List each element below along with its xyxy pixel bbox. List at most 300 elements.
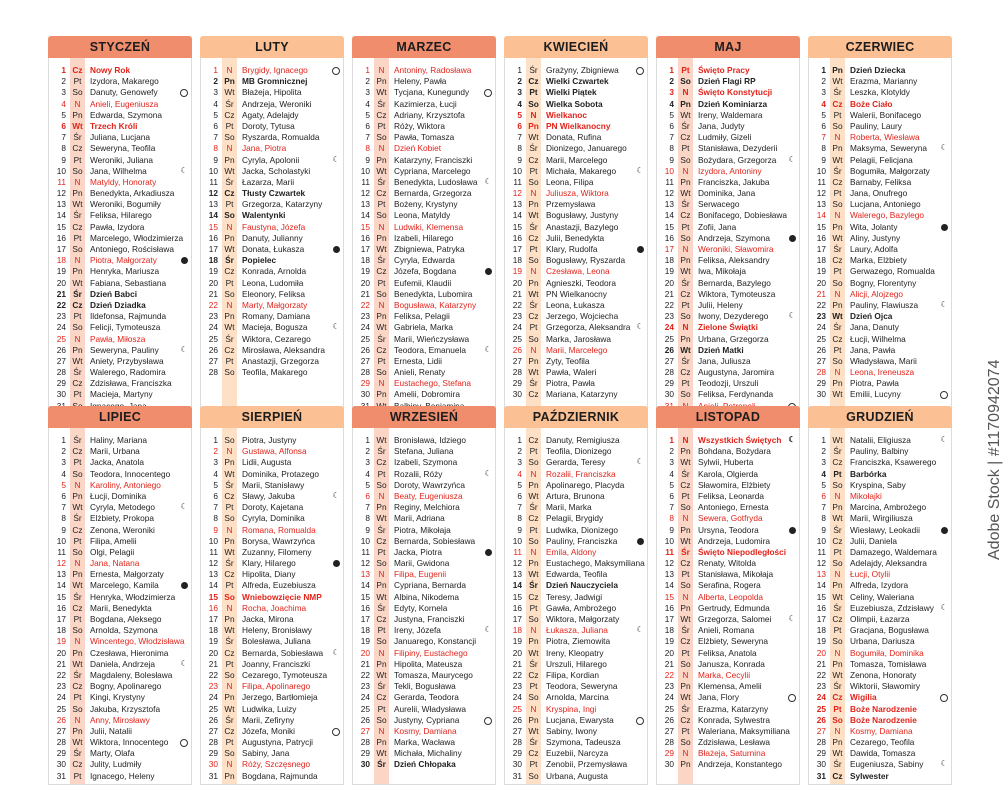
month-days	[808, 428, 952, 785]
day-number: 9	[669, 154, 674, 165]
name-day: Zielone Świątki	[698, 322, 758, 333]
name-day: Bonifacego, Dobiesława	[698, 210, 788, 221]
day-row	[353, 491, 495, 502]
weekday: So	[376, 636, 387, 647]
name-day: Michała, Makarego	[546, 165, 617, 176]
day-number: 19	[360, 266, 370, 277]
name-day: Julii, Daniela	[850, 535, 898, 546]
quarter-moon-icon: ☾	[484, 176, 492, 186]
weekday: Pn	[376, 658, 387, 669]
day-number: 10	[816, 165, 826, 176]
name-day: Marii, Marka	[546, 502, 592, 513]
weekday: Wt	[376, 87, 387, 98]
weekday: Pn	[680, 255, 691, 266]
name-day: Jerzego, Wojciecha	[546, 311, 619, 322]
day-row	[353, 659, 495, 670]
weekday: Pn	[832, 143, 843, 154]
weekday: So	[72, 703, 83, 714]
weekday: So	[528, 333, 539, 344]
name-day: Ireny, Kleopatry	[546, 647, 604, 658]
name-day: Zofii, Jana	[698, 221, 737, 232]
name-day: Alfreda, Izydora	[850, 580, 909, 591]
name-day: Serwacego	[698, 199, 740, 210]
day-number: 16	[512, 602, 522, 613]
weekday: Cz	[832, 333, 843, 344]
weekday: Cz	[376, 535, 387, 546]
day-row	[657, 233, 799, 244]
name-day: Katarzyny, Franciszki	[394, 154, 473, 165]
name-day: Emila, Aldony	[546, 546, 597, 557]
weekday: Śr	[833, 244, 842, 254]
day-number: 22	[816, 669, 826, 680]
quarter-moon-icon: ☾	[332, 490, 340, 500]
weekday: Cz	[72, 602, 83, 613]
full-moon-icon	[789, 527, 796, 534]
day-number: 16	[816, 232, 826, 243]
name-day: Stanisława, Mikołaja	[698, 569, 774, 580]
day-row	[657, 748, 799, 759]
day-row	[505, 502, 647, 513]
name-day: Sławomira, Elżbiety	[698, 479, 771, 490]
day-number: 17	[360, 614, 370, 624]
name-day: Bogumiła, Dominika	[850, 647, 924, 658]
day-number: 11	[817, 176, 826, 187]
weekday: Pt	[225, 658, 234, 669]
day-number: 8	[517, 513, 522, 524]
day-row	[505, 345, 647, 356]
day-number: 21	[360, 288, 370, 299]
day-number: 3	[213, 87, 218, 98]
day-row	[809, 670, 951, 681]
weekday: So	[680, 737, 691, 748]
weekday: N	[226, 143, 233, 154]
month-days	[504, 428, 648, 785]
day-row	[49, 132, 191, 143]
day-number: 29	[56, 378, 66, 389]
day-row	[49, 110, 191, 121]
weekday: Śr	[529, 737, 538, 748]
weekday: Pn	[680, 446, 691, 457]
day-number: 6	[517, 490, 522, 501]
weekday: Pn	[224, 154, 235, 165]
day-number: 2	[517, 446, 522, 457]
day-row	[657, 692, 799, 703]
day-row	[201, 748, 343, 759]
name-day: Szymona, Tadeusza	[546, 737, 621, 748]
day-row	[809, 244, 951, 255]
name-day: Fabiana, Sebastiana	[90, 277, 167, 288]
name-day: Jacka, Scholastyki	[242, 165, 311, 176]
name-day: Wielka Sobota	[546, 98, 603, 109]
day-row	[201, 659, 343, 670]
name-day: Bernarda, Sobiesława	[242, 647, 324, 658]
day-number: 5	[213, 479, 218, 490]
name-day: Danuty, Genowefy	[90, 87, 158, 98]
name-day: Barbórka	[850, 468, 887, 479]
day-row	[353, 87, 495, 98]
day-number: 28	[56, 737, 66, 748]
day-row	[657, 569, 799, 580]
name-day: Piotra, Ziemowita	[546, 636, 611, 647]
day-row	[657, 704, 799, 715]
name-day: Roberta, Wiesława	[850, 132, 920, 143]
day-number: 29	[360, 748, 370, 759]
day-number: 23	[816, 311, 826, 322]
name-day: Piotra, Pawła	[850, 378, 899, 389]
weekday: Wt	[376, 435, 387, 445]
name-day: Eustachego, Stefana	[394, 378, 472, 389]
day-number: 8	[213, 143, 218, 154]
name-day: Julity, Ludmiły	[90, 759, 142, 770]
weekday: N	[378, 490, 385, 501]
day-number: 10	[512, 535, 522, 546]
name-day: Święto Pracy	[698, 65, 750, 75]
weekday: Cz	[680, 479, 691, 490]
weekday: Śr	[377, 524, 386, 535]
name-day: Rozalii, Róży	[394, 468, 443, 479]
weekday: Śr	[377, 602, 386, 613]
day-row	[49, 603, 191, 614]
day-number: 3	[821, 457, 826, 468]
name-day: Agaty, Adelajdy	[242, 109, 299, 120]
day-number: 4	[365, 98, 370, 109]
day-number: 30	[664, 389, 674, 400]
day-row	[201, 87, 343, 98]
name-day: Czesława, Leona	[546, 266, 610, 277]
name-day: Dzień Babci	[90, 288, 138, 299]
day-row	[49, 491, 191, 502]
day-row	[201, 759, 343, 770]
name-day: Gertrudy, Edmunda	[698, 602, 770, 613]
day-row	[505, 356, 647, 367]
day-row	[49, 547, 191, 558]
weekday: Wt	[680, 188, 691, 199]
new-moon-icon	[180, 739, 188, 747]
day-number: 18	[208, 255, 218, 266]
day-number: 7	[821, 502, 826, 513]
day-number: 11	[513, 546, 522, 557]
day-number: 20	[360, 277, 370, 288]
name-day: Urbana, Grzegorza	[698, 333, 769, 344]
day-row	[201, 469, 343, 480]
day-row	[809, 636, 951, 647]
day-row	[505, 99, 647, 110]
name-day: Celiny, Waleriana	[850, 591, 915, 602]
weekday: N	[682, 513, 689, 524]
weekday: N	[378, 65, 385, 75]
day-number: 1	[669, 435, 674, 445]
name-day: Marii, Wieńczysława	[394, 333, 470, 344]
day-number: 20	[56, 277, 66, 288]
day-row	[505, 266, 647, 277]
name-day: Andrzeja, Ludomira	[698, 535, 770, 546]
weekday: Cz	[72, 759, 83, 770]
weekday: Pt	[73, 232, 82, 243]
day-row	[657, 188, 799, 199]
name-day: Marii, Marcelego	[546, 344, 608, 355]
day-row	[505, 580, 647, 591]
weekday: Wt	[528, 210, 539, 221]
weekday: Pn	[832, 737, 843, 748]
day-row	[49, 177, 191, 188]
name-day: Zenona, Honoraty	[850, 669, 917, 680]
day-number: 29	[816, 748, 826, 759]
name-day: Wszystkich Świętych	[698, 435, 782, 445]
name-day: Doroty, Tytusa	[242, 120, 295, 131]
day-row	[49, 715, 191, 726]
name-day: Klary, Rudolfa	[546, 244, 598, 254]
day-number: 16	[360, 602, 370, 613]
day-row	[809, 177, 951, 188]
weekday: N	[834, 725, 841, 736]
weekday: Pt	[225, 199, 234, 210]
day-number: 8	[669, 143, 674, 154]
weekday: N	[74, 255, 81, 266]
day-number: 12	[360, 188, 370, 199]
weekday: N	[378, 221, 385, 232]
day-number: 11	[361, 546, 370, 557]
day-number: 10	[56, 165, 66, 176]
weekday: So	[224, 591, 235, 602]
weekday: Pn	[72, 109, 83, 120]
day-row	[505, 334, 647, 345]
name-day: Jana, Danuty	[850, 322, 899, 333]
name-day: Zenona, Weroniki	[90, 524, 155, 535]
name-day: Ludwika, Dionizego	[546, 524, 618, 535]
quarter-moon-icon: ☾	[484, 468, 492, 478]
month-3	[352, 36, 496, 415]
name-day: Apolinarego, Placyda	[546, 479, 625, 490]
weekday: Pn	[832, 378, 843, 389]
weekday: So	[528, 770, 539, 781]
day-row	[353, 748, 495, 759]
day-number: 1	[517, 65, 522, 75]
weekday: Pn	[224, 770, 235, 781]
day-number: 26	[816, 714, 826, 725]
day-row	[505, 513, 647, 524]
day-row	[505, 289, 647, 300]
name-day: Ryszarda, Romualda	[242, 132, 320, 143]
day-number: 8	[365, 513, 370, 524]
name-day: Kazimierza, Łucji	[394, 98, 457, 109]
weekday: So	[832, 355, 843, 366]
weekday: Pn	[376, 154, 387, 165]
name-day: Benedykta, Lubomira	[394, 288, 473, 299]
new-moon-icon	[940, 391, 948, 399]
day-row	[809, 715, 951, 726]
weekday: Pt	[529, 524, 538, 535]
weekday: Cz	[680, 367, 691, 378]
weekday: N	[834, 288, 841, 299]
day-row	[201, 580, 343, 591]
day-number: 3	[669, 87, 674, 98]
name-day: Zdzisława, Lesława	[698, 737, 770, 748]
name-day: Antoniny, Radosława	[394, 65, 472, 75]
day-number: 19	[208, 266, 218, 277]
name-day: Józefa, Moniki	[242, 725, 296, 736]
day-number: 5	[517, 109, 522, 120]
quarter-moon-icon: ☾	[636, 165, 644, 175]
name-day: Jana, Natana	[90, 558, 140, 569]
day-number: 21	[816, 288, 826, 299]
name-day: Cyryla, Apolonii	[242, 154, 300, 165]
day-number: 17	[56, 614, 66, 624]
name-day: Łazarza, Marii	[242, 176, 295, 187]
weekday: Wt	[376, 165, 387, 176]
name-day: Haliny, Mariana	[90, 435, 148, 445]
day-row	[201, 603, 343, 614]
name-day: Tomasza, Maurycego	[394, 669, 473, 680]
weekday: Pn	[376, 502, 387, 513]
weekday: Pn	[832, 502, 843, 513]
day-number: 9	[821, 154, 826, 165]
weekday: So	[832, 479, 843, 490]
day-row	[505, 737, 647, 748]
day-number: 23	[664, 311, 674, 322]
day-row	[201, 110, 343, 121]
weekday: Wt	[832, 311, 843, 322]
day-row	[505, 65, 647, 76]
name-day: Stanisława, Dezyderii	[698, 143, 778, 154]
name-day: Jana, Pawła	[850, 344, 896, 355]
day-number: 17	[208, 244, 218, 254]
day-row	[49, 592, 191, 603]
day-number: 10	[56, 535, 66, 546]
weekday: Cz	[528, 513, 539, 524]
day-number: 25	[360, 333, 370, 344]
day-row	[657, 132, 799, 143]
name-day: Daniela, Andrzeja	[90, 658, 156, 669]
full-moon-icon	[941, 527, 948, 534]
name-day: Renaty, Witolda	[698, 558, 756, 569]
day-row	[809, 222, 951, 233]
name-day: Popielec	[242, 255, 277, 266]
name-day: Wniebowzięcie NMP	[242, 591, 322, 602]
day-row	[505, 110, 647, 121]
quarter-moon-icon: ☾	[332, 322, 340, 332]
day-number: 1	[821, 435, 826, 445]
name-day: Ildefonsa, Rajmunda	[90, 311, 167, 322]
month-days	[808, 58, 952, 415]
day-number: 4	[213, 468, 218, 479]
day-number: 31	[208, 770, 218, 781]
weekday: Śr	[681, 546, 690, 557]
day-row	[809, 76, 951, 87]
day-number: 25	[208, 703, 218, 714]
day-number: 24	[512, 692, 522, 703]
weekday: Pt	[377, 277, 386, 288]
weekday: N	[682, 435, 689, 445]
day-row	[49, 389, 191, 400]
day-number: 9	[61, 524, 66, 535]
name-day: Anieli, Eugeniusza	[90, 98, 159, 109]
name-day: Julii, Natalii	[90, 725, 132, 736]
weekday: N	[226, 524, 233, 535]
weekday: Pt	[833, 703, 842, 714]
name-day: Piotra, Justyny	[242, 435, 297, 445]
weekday: Cz	[528, 591, 539, 602]
day-number: 5	[517, 479, 522, 490]
weekday: Pn	[376, 232, 387, 243]
day-row	[809, 289, 951, 300]
day-number: 4	[821, 468, 826, 479]
name-day: Feliksa, Hilarego	[90, 210, 152, 221]
day-row	[657, 255, 799, 266]
weekday: Śr	[681, 277, 690, 288]
day-number: 20	[816, 277, 826, 288]
day-number: 26	[664, 344, 674, 355]
name-day: Waleriana, Maksymiliana	[698, 725, 790, 736]
weekday: Śr	[681, 355, 690, 366]
day-row	[353, 65, 495, 76]
day-number: 28	[360, 737, 370, 748]
day-row	[809, 480, 951, 491]
name-day: Damazego, Waldemara	[850, 546, 937, 557]
weekday: Śr	[73, 132, 82, 143]
weekday: Pt	[529, 446, 538, 457]
day-row	[505, 592, 647, 603]
day-number: 7	[61, 502, 66, 513]
month-title: LUTY	[200, 36, 344, 58]
day-row	[49, 244, 191, 255]
name-day: Kosmy, Damiana	[850, 725, 913, 736]
weekday: Śr	[833, 87, 842, 98]
weekday: Cz	[224, 647, 235, 658]
day-number: 8	[365, 143, 370, 154]
day-number: 1	[365, 435, 370, 445]
weekday: So	[224, 669, 235, 680]
weekday: Wt	[680, 692, 691, 703]
day-row	[657, 356, 799, 367]
day-number: 5	[365, 479, 370, 490]
day-number: 15	[816, 221, 826, 232]
name-day: Grzegorza, Katarzyny	[242, 199, 323, 210]
quarter-moon-icon: ☾	[940, 759, 948, 769]
day-row	[353, 547, 495, 558]
day-number: 17	[360, 244, 370, 254]
name-day: Marii, Adriana	[394, 513, 445, 524]
day-number: 21	[208, 288, 218, 299]
day-number: 16	[208, 232, 218, 243]
day-row	[809, 536, 951, 547]
day-row	[657, 536, 799, 547]
day-row	[505, 692, 647, 703]
name-day: Bożydara, Grzegorza	[698, 154, 777, 165]
quarter-moon-icon: ☾	[484, 625, 492, 635]
name-day: Leona, Ireneusza	[850, 367, 915, 378]
weekday: Śr	[377, 255, 386, 266]
weekday: Śr	[377, 98, 386, 109]
day-number: 25	[816, 703, 826, 714]
day-row	[201, 311, 343, 322]
weekday: Pt	[73, 614, 82, 624]
day-row	[505, 480, 647, 491]
day-row	[505, 648, 647, 659]
name-day: Józefa, Bogdana	[394, 266, 457, 277]
weekday: So	[376, 210, 387, 221]
name-day: Barnaby, Feliksa	[850, 176, 912, 187]
day-number: 20	[56, 647, 66, 658]
day-row	[353, 759, 495, 770]
name-day: Iwony, Dezyderego	[698, 311, 769, 322]
weekday: N	[834, 367, 841, 378]
day-row	[809, 334, 951, 345]
day-row	[505, 311, 647, 322]
name-day: Wincentego, Włodzisława	[90, 636, 185, 647]
weekday: So	[224, 210, 235, 221]
day-row	[657, 502, 799, 513]
day-row	[505, 322, 647, 333]
